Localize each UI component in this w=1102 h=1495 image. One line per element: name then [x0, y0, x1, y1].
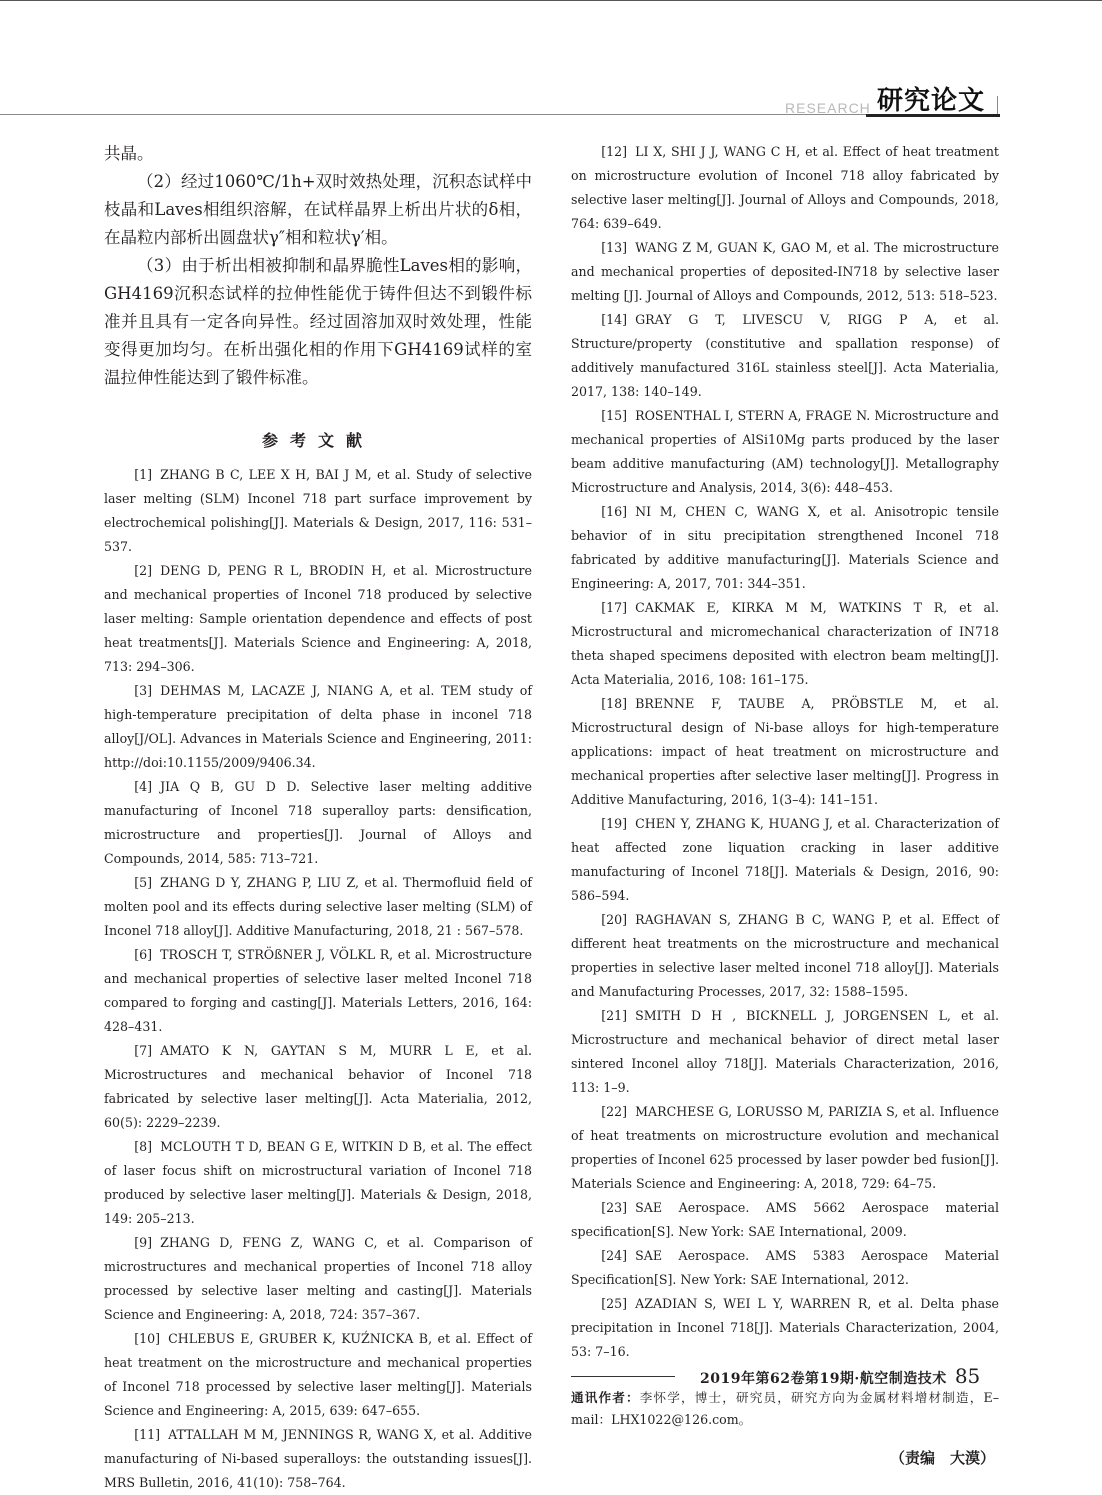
reference-number: [20] [601, 912, 628, 927]
reference-text: AMATO K N, GAYTAN S M, MURR L E, et al. Microstructures and mechanical behavior of Inconel 718 fabricated by selective laser melting[J]. Acta Materialia, 2012, 60(5): 2229–2239. [104, 1043, 532, 1130]
reference-item [104, 775, 532, 871]
reference-item [104, 559, 532, 679]
reference-text: AZADIAN S, WEI L Y, WARREN R, et al. Delta phase precipitation in Inconel 718[J]. Materials Characterization, 2004, 53: 7–16. [571, 1296, 999, 1359]
reference-number: [5] [134, 875, 153, 890]
reference-item [104, 1135, 532, 1231]
body-paragraph: （2）经过1060℃/1h+双时效热处理，沉积态试样中枝晶和Laves相组织溶解，在试样晶界上析出片状的δ相，在晶粒内部析出圆盘状γ″相和粒状γ′相。 [104, 172, 532, 247]
reference-text: LI X, SHI J J, WANG C H, et al. Effect of heat treatment on microstructure evolution of Inconel 718 alloy fabricated by selective laser melting[J]. Journal of Alloys and Compounds, 2018, 764: 639–649. [571, 144, 999, 231]
reference-item [104, 1039, 532, 1135]
footnote-label: 通讯作者： [571, 1390, 640, 1405]
reference-text: ZHANG D Y, ZHANG P, LIU Z, et al. Thermofluid field of molten pool and its effects during selective laser melting (SLM) of Inconel 718 alloy[J]. Additive Manufacturing, 2018, 21 : 567–578. [104, 875, 532, 938]
reference-number: [14] [601, 312, 628, 327]
reference-number: [23] [601, 1200, 628, 1215]
right-column [571, 140, 999, 1468]
reference-item [104, 1327, 532, 1423]
reference-text: CHEN Y, ZHANG K, HUANG J, et al. Characterization of heat affected zone liquation cracking in laser additive manufacturing of Inconel 718[J]. Materials & Design, 2016, 90: 586–594. [571, 816, 999, 903]
reference-item [571, 236, 999, 308]
reference-text: DENG D, PENG R L, BRODIN H, et al. Microstructure and mechanical properties of Inconel 718 produced by selective laser melting: Sample orientation dependence and effects of post heat treatments[J]. Materials Science and Engineering: A, 2018, 713: 294–306. [104, 563, 532, 674]
reference-number: [25] [601, 1296, 628, 1311]
corresponding-author-note [571, 1387, 999, 1431]
reference-text: JIA Q B, GU D D. Selective laser melting additive manufacturing of Inconel 718 superalloy parts: densification, microstructure and properties[J]. Journal of Alloys and Compounds, 2014, 585: 713–721. [104, 779, 532, 866]
page-header [0, 0, 1102, 130]
reference-number: [4] [134, 779, 153, 794]
reference-text: GRAY G T, LIVESCU V, RIGG P A, et al. Structure/property (constitutive and spallation response) of additively manufactured 316L stainless steel[J]. Acta Materialia, 2017, 138: 140–149. [571, 312, 999, 399]
body-paragraph: （3）由于析出相被抑制和晶界脆性Laves相的影响，GH4169沉积态试样的拉伸性能优于铸件但达不到锻件标准并且具有一定各向异性。经过固溶加双时效处理，性能变得更加均匀。在析出强化相的作用下GH4169试样的室温拉伸性能达到了锻件标准。 [104, 256, 532, 387]
reference-number: [7] [134, 1043, 153, 1058]
reference-number: [21] [601, 1008, 628, 1023]
reference-text: ATTALLAH M M, JENNINGS R, WANG X, et al. Additive manufacturing of Ni-based superalloys: the outstanding issues[J]. MRS Bulletin, 2016, 41(10): 758–764. [104, 1427, 532, 1490]
header-rule-tail [987, 96, 998, 114]
reference-text: ZHANG B C, LEE X H, BAI J M, et al. Study of selective laser melting (SLM) Inconel 718 part surface improvement by electrochemical polishing[J]. Materials & Design, 2017, 116: 531–537. [104, 467, 532, 554]
reference-text: ROSENTHAL I, STERN A, FRAGE N. Microstructure and mechanical properties of AlSi10Mg parts produced by the laser beam additive manufacturing (AM) technology[J]. Metallography Microstructure and Analysis, 2014, 3(6): 448–453. [571, 408, 999, 495]
reference-item [571, 1292, 999, 1364]
reference-text: TROSCH T, STRÖßNER J, VÖLKL R, et al. Microstructure and mechanical properties of selective laser melted Inconel 718 compared to forging and casting[J]. Materials Letters, 2016, 164: 428–431. [104, 947, 532, 1034]
reference-number: [19] [601, 816, 628, 831]
reference-text: BRENNE F, TAUBE A, PRÖBSTLE M, et al. Microstructural design of Ni-base alloys for high-temperature applications: impact of heat treatment on microstructure and mechanical properties after selective laser melting[J]. Progress in Additive Manufacturing, 2016, 1(3–4): 141–151. [571, 696, 999, 807]
reference-number: [8] [134, 1139, 153, 1154]
reference-item [104, 1231, 532, 1327]
body-paragraph: 共晶。 [104, 144, 154, 163]
reference-text: CHLEBUS E, GRUBER K, KUŹNICKA B, et al. Effect of heat treatment on the microstructure and mechanical properties of Inconel 718 processed by selective laser melting[J]. Materials Science and Engineering: A, 2015, 639: 647–655. [104, 1331, 532, 1418]
reference-item [571, 140, 999, 236]
reference-item [104, 679, 532, 775]
reference-item [571, 596, 999, 692]
reference-text: SMITH D H , BICKNELL J, JORGENSEN L, et al. Microstructure and mechanical behavior of direct metal laser sintered Inconel alloy 718[J]. Materials Characterization, 2016, 113: 1–9. [571, 1008, 999, 1095]
reference-text: DEHMAS M, LACAZE J, NIANG A, et al. TEM study of high-temperature precipitation of delta phase in inconel 718 alloy[J/OL]. Advances in Materials Science and Engineering, 2011: http://doi:10.1155/2009/9406.34. [104, 683, 532, 770]
reference-number: [6] [134, 947, 153, 962]
reference-item [571, 812, 999, 908]
reference-number: [17] [601, 600, 628, 615]
reference-number: [22] [601, 1104, 628, 1119]
research-label: RESEARCH [785, 100, 871, 116]
reference-number: [11] [134, 1427, 161, 1442]
section-title: 研究论文 [877, 86, 986, 116]
publication-info: 2019年第62卷第19期·航空制造技术 [700, 1371, 947, 1387]
reference-number: [3] [134, 683, 153, 698]
references-list-left [104, 463, 532, 1495]
reference-text: WANG Z M, GUAN K, GAO M, et al. The microstructure and mechanical properties of deposited-IN718 by selective laser melting [J]. Journal of Alloys and Compounds, 2012, 513: 518–523. [571, 240, 999, 303]
reference-number: [13] [601, 240, 628, 255]
reference-number: [24] [601, 1248, 628, 1263]
reference-item [571, 308, 999, 404]
page-footer [700, 1364, 1000, 1388]
reference-number: [1] [134, 467, 153, 482]
reference-item [571, 404, 999, 500]
footnote-text: 李怀学，博士，研究员，研究方向为金属材料增材制造，E–mail：LHX1022@126.com。 [571, 1390, 999, 1427]
reference-text: ZHANG D, FENG Z, WANG C, et al. Comparison of microstructures and mechanical properties of Inconel 718 alloy processed by selective laser melting and casting[J]. Materials Science and Engineering: A, 2018, 724: 357–367. [104, 1235, 532, 1322]
references-list-right [571, 140, 999, 1364]
reference-number: [18] [601, 696, 628, 711]
reference-text: NI M, CHEN C, WANG X, et al. Anisotropic tensile behavior of in situ precipitation strengthened Inconel 718 fabricated by additive manufacturing[J]. Materials Science and Engineering: A, 2017, 701: 344–351. [571, 504, 999, 591]
reference-item [571, 1196, 999, 1244]
reference-item [104, 871, 532, 943]
footnote-rule [571, 1376, 675, 1377]
reference-text: MARCHESE G, LORUSSO M, PARIZIA S, et al. Influence of heat treatments on microstructure evolution and mechanical properties of Inconel 625 processed by laser powder bed fusion[J]. Materials Science and Engineering: A, 2018, 729: 64–75. [571, 1104, 999, 1191]
reference-text: SAE Aerospace. AMS 5383 Aerospace Material Specification[S]. New York: SAE International, 2012. [571, 1248, 999, 1287]
reference-text: SAE Aerospace. AMS 5662 Aerospace material specification[S]. New York: SAE International, 2009. [571, 1200, 999, 1239]
reference-number: [15] [601, 408, 628, 423]
page-number: 85 [954, 1364, 981, 1388]
reference-number: [12] [601, 144, 628, 159]
reference-item [571, 1100, 999, 1196]
reference-text: CAKMAK E, KIRKA M M, WATKINS T R, et al. Microstructural and micromechanical characterization of IN718 theta shaped specimens deposited with electron beam melting[J]. Acta Materialia, 2016, 108: 161–175. [571, 600, 999, 687]
reference-item [571, 692, 999, 812]
reference-number: [16] [601, 504, 628, 519]
reference-item [571, 500, 999, 596]
reference-text: RAGHAVAN S, ZHANG B C, WANG P, et al. Effect of different heat treatments on the microstructure and mechanical properties in selective laser melted inconel 718 alloy[J]. Materials and Manufacturing Processes, 2017, 32: 1588–1595. [571, 912, 999, 999]
reference-item [104, 943, 532, 1039]
reference-number: [9] [134, 1235, 153, 1250]
references-heading: 参考文献 [261, 431, 374, 450]
reference-item [104, 1423, 532, 1495]
reference-number: [2] [134, 563, 153, 578]
reference-item [104, 463, 532, 559]
reference-number: [10] [134, 1331, 161, 1346]
editor-credit: （责编 大漠） [889, 1449, 995, 1467]
reference-item [571, 1244, 999, 1292]
reference-item [571, 908, 999, 1004]
reference-item [571, 1004, 999, 1100]
left-column [104, 140, 532, 1495]
reference-text: MCLOUTH T D, BEAN G E, WITKIN D B, et al. The effect of laser focus shift on microstructural variation of Inconel 718 produced by selective laser melting[J]. Materials & Design, 2018, 149: 205–213. [104, 1139, 532, 1226]
